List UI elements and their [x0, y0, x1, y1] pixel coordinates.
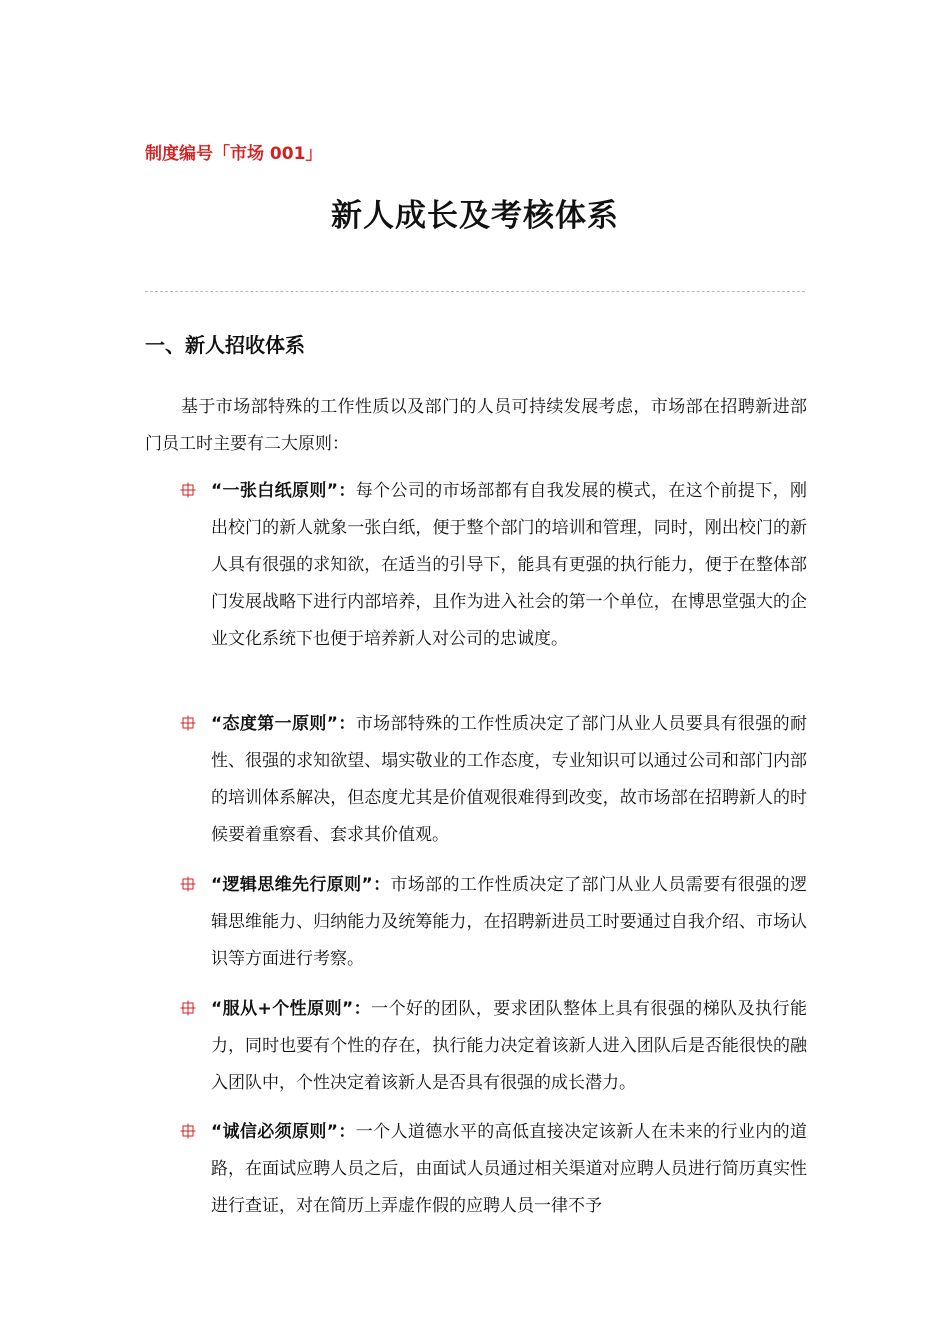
section-heading: 一、新人招收体系 — [145, 333, 305, 357]
principle-body: 市场部特殊的工作性质决定了部门从业人员要具有很强的耐性、很强的求知欲望、塌实敬业的工作态度，专业知识可以通过公司和部门内部的培训体系解决，但态度尤其是价值观很难得到改变，故市场部在招聘新人的时候要着重察看、套求其价值观。 — [211, 714, 807, 845]
principle-name: “服从+个性原则”： — [211, 999, 372, 1019]
principle-text — [211, 991, 807, 1102]
principle-body: 市场部的工作性质决定了部门从业人员需要有很强的逻辑思维能力、归纳能力及统筹能力，在招聘新进员工时要通过自我介绍、市场认识等方面进行考察。 — [211, 875, 807, 969]
principle-text — [211, 1114, 807, 1225]
principle-body: 一个好的团队，要求团队整体上具有很强的梯队及执行能力，同时也要有个性的存在，执行能力决定着该新人进入团队后是否能很快的融入团队中，个性决定着该新人是否具有很强的成长潜力。 — [211, 999, 807, 1093]
crossed-square-bullet-icon — [180, 876, 196, 892]
crossed-square-bullet-icon — [180, 1000, 196, 1016]
principle-name: “态度第一原则”： — [211, 714, 356, 734]
principle-body: 一个人道德水平的高低直接决定该新人在未来的行业内的道路，在面试应聘人员之后，由面试人员通过相关渠道对应聘人员进行简历真实性进行查证，对在简历上弄虚作假的应聘人员一律不予 — [211, 1122, 807, 1216]
crossed-square-bullet-icon — [180, 715, 196, 731]
principle-body: 每个公司的市场部都有自我发展的模式，在这个前提下，刚出校门的新人就象一张白纸，便于整个部门的培训和管理，同时，刚出校门的新人具有很强的求知欲，在适当的引导下，能具有更强的执行能力，便于在整体部门发展战略下进行内部培养，且作为进入社会的第一个单位，在博思堂强大的企业文化系统下也便于培养新人对公司的忠诚度。 — [211, 481, 807, 649]
principle-name: “逻辑思维先行原则”： — [211, 875, 391, 895]
dashed-divider — [145, 291, 805, 292]
principle-text — [211, 473, 807, 658]
principle-text — [211, 867, 807, 978]
document-title: 新人成长及考核体系 — [331, 198, 619, 234]
intro-paragraph: 基于市场部特殊的工作性质以及部门的人员可持续发展考虑，市场部在招聘新进部门员工时主要有二大原则： — [145, 397, 807, 454]
crossed-square-bullet-icon — [180, 1123, 196, 1139]
principle-name: “一张白纸原则”： — [211, 481, 356, 501]
crossed-square-bullet-icon — [180, 482, 196, 498]
document-code: 制度编号「市场 001」 — [145, 144, 323, 164]
principle-name: “诚信必须原则”： — [211, 1122, 356, 1142]
principle-text — [211, 706, 807, 854]
